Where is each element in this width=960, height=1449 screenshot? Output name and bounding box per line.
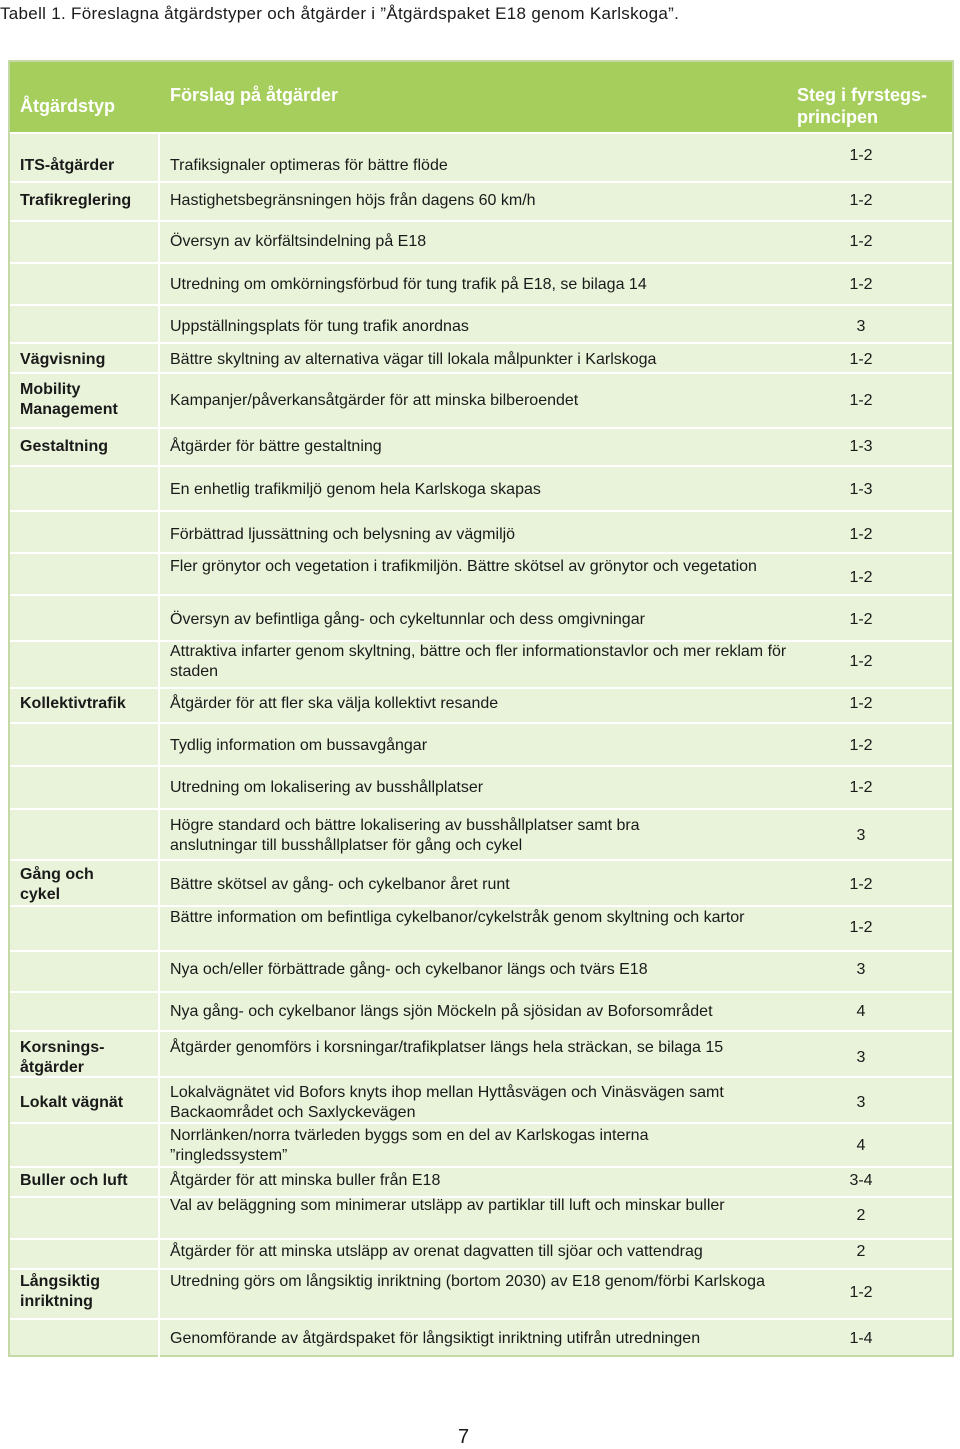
header-type: Åtgärdstyp xyxy=(20,96,116,116)
row-proposal: Trafiksignaler optimeras för bättre flöde xyxy=(170,157,448,174)
row-step: 1-2 xyxy=(849,919,873,936)
header-step-line2: principen xyxy=(797,107,879,127)
row-type: Lokalt vägnät xyxy=(20,1094,124,1111)
row-proposal: Åtgärder för att minska buller från E18 xyxy=(170,1172,441,1189)
row-step: 1-2 xyxy=(849,351,873,368)
row-type-text: Korsnings-åtgärder xyxy=(20,1039,105,1076)
row-proposal xyxy=(170,557,770,577)
row-proposal-text: Val av beläggning som minimerar utsläpp av partiklar till luft och minskar buller xyxy=(170,1197,725,1214)
row-proposal: Uppställningsplats för tung trafik anordnas xyxy=(170,318,469,335)
header-step-line1: Steg i fyrstegs- xyxy=(797,85,928,105)
row-step: 1-3 xyxy=(849,438,873,455)
row-step: 1-2 xyxy=(849,392,873,409)
row-type xyxy=(20,380,140,420)
row-proposal xyxy=(170,908,770,928)
row-step: 1-2 xyxy=(849,147,873,164)
row-proposal-text: Utredning görs om långsiktig inriktning (bortom 2030) av E18 genom/förbi Karlskoga xyxy=(170,1273,765,1290)
row-proposal: Hastighetsbegränsningen höjs från dagens 60 km/h xyxy=(170,192,536,209)
row-step: 3 xyxy=(856,1094,866,1111)
row-proposal-text: Norrlänken/norra tvärleden byggs som en del av Karlskogas interna ”ringledssystem” xyxy=(170,1127,649,1164)
row-proposal: Bättre skyltning av alternativa vägar till lokala målpunkter i Karlskoga xyxy=(170,351,657,368)
row-type xyxy=(20,1038,120,1078)
row-step: 1-2 xyxy=(849,876,873,893)
row-step: 3 xyxy=(856,961,866,978)
row-type-text: Långsiktig inriktning xyxy=(20,1273,101,1310)
row-step: 1-2 xyxy=(849,569,873,586)
row-step: 2 xyxy=(856,1243,866,1260)
row-proposal: Nya och/eller förbättrade gång- och cykelbanor längs och tvärs E18 xyxy=(170,961,648,978)
page-number: 7 xyxy=(458,1426,470,1448)
row-proposal-text: Fler grönytor och vegetation i trafikmiljön. Bättre skötsel av grönytor och vegetation xyxy=(170,558,757,575)
row-step: 4 xyxy=(856,1003,866,1020)
measures-table xyxy=(8,60,954,1357)
row-type: Kollektivtrafik xyxy=(20,695,126,712)
row-step: 1-4 xyxy=(849,1330,873,1347)
row-proposal: Förbättrad ljussättning och belysning av vägmiljö xyxy=(170,526,516,543)
row-step: 1-2 xyxy=(849,737,873,754)
row-type xyxy=(20,1272,120,1312)
row-proposal: Åtgärder för bättre gestaltning xyxy=(170,438,382,455)
row-proposal-text: Attraktiva infarter genom skyltning, bättre och fler informationstavlor och mer reklam för staden xyxy=(170,643,787,680)
row-step: 1-2 xyxy=(849,192,873,209)
row-proposal-text: Lokalvägnätet vid Bofors knyts ihop mellan Hyttåsvägen och Vinäsvägen samt Backaområdet och Saxlyckevägen xyxy=(170,1084,724,1121)
row-step: 1-3 xyxy=(849,481,873,498)
row-proposal xyxy=(170,1038,770,1058)
header-proposal: Förslag på åtgärder xyxy=(170,85,339,105)
row-proposal-text: Åtgärder genomförs i korsningar/trafikplatser längs hela sträckan, se bilaga 15 xyxy=(170,1039,724,1056)
row-step: 4 xyxy=(856,1137,866,1154)
row-proposal: Utredning om lokalisering av busshållplatser xyxy=(170,779,484,796)
row-step: 1-2 xyxy=(849,653,873,670)
row-step: 1-2 xyxy=(849,695,873,712)
row-step: 1-2 xyxy=(849,1284,873,1301)
row-proposal: Översyn av befintliga gång- och cykeltunnlar och dess omgivningar xyxy=(170,611,645,628)
row-proposal xyxy=(170,642,790,682)
row-proposal: Översyn av körfältsindelning på E18 xyxy=(170,233,427,250)
row-proposal xyxy=(170,1083,770,1123)
row-type-text: Mobility Management xyxy=(20,381,118,418)
row-step: 1-2 xyxy=(849,276,873,293)
row-proposal: En enhetlig trafikmiljö genom hela Karlskoga skapas xyxy=(170,481,541,498)
row-proposal: Åtgärder för att fler ska välja kollektivt resande xyxy=(170,695,499,712)
row-proposal xyxy=(170,1272,770,1292)
table-caption: Tabell 1. Föreslagna åtgärdstyper och åtgärder i ”Åtgärdspaket E18 genom Karlskoga”. xyxy=(0,4,680,23)
row-step: 3-4 xyxy=(849,1172,873,1189)
table-header xyxy=(10,62,952,132)
row-step: 1-2 xyxy=(849,233,873,250)
row-type: Buller och luft xyxy=(20,1172,128,1189)
row-proposal-text: Högre standard och bättre lokalisering av busshållplatser samt bra anslutningar till busshållplatser för gång och cykel xyxy=(170,817,640,854)
row-type: ITS-åtgärder xyxy=(20,157,115,174)
row-step: 3 xyxy=(856,318,866,335)
row-proposal: Utredning om omkörningsförbud för tung trafik på E18, se bilaga 14 xyxy=(170,276,647,293)
row-proposal: Åtgärder för att minska utsläpp av orenat dagvatten till sjöar och vattendrag xyxy=(170,1243,703,1260)
row-proposal: Genomförande av åtgärdspaket för långsiktigt inriktning utifrån utredningen xyxy=(170,1330,701,1347)
row-proposal: Nya gång- och cykelbanor längs sjön Möckeln på sjösidan av Boforsområdet xyxy=(170,1003,713,1020)
row-type-text: Gång och cykel xyxy=(20,866,94,903)
row-step: 2 xyxy=(856,1207,866,1224)
row-type: Vägvisning xyxy=(20,351,106,368)
row-proposal-text: Bättre information om befintliga cykelbanor/cykelstråk genom skyltning och kartor xyxy=(170,909,745,926)
row-proposal xyxy=(170,816,730,856)
row-type: Gestaltning xyxy=(20,438,109,455)
row-step: 1-2 xyxy=(849,611,873,628)
row-proposal: Tydlig information om bussavgångar xyxy=(170,737,428,754)
row-proposal xyxy=(170,1196,770,1216)
row-step: 1-2 xyxy=(849,526,873,543)
row-type: Trafikreglering xyxy=(20,192,132,209)
row-step: 3 xyxy=(856,1049,866,1066)
row-step: 3 xyxy=(856,827,866,844)
row-type xyxy=(20,865,120,905)
row-proposal: Bättre skötsel av gång- och cykelbanor året runt xyxy=(170,876,510,893)
row-proposal: Kampanjer/påverkansåtgärder för att minska bilberoendet xyxy=(170,392,579,409)
row-proposal xyxy=(170,1126,770,1166)
row-step: 1-2 xyxy=(849,779,873,796)
